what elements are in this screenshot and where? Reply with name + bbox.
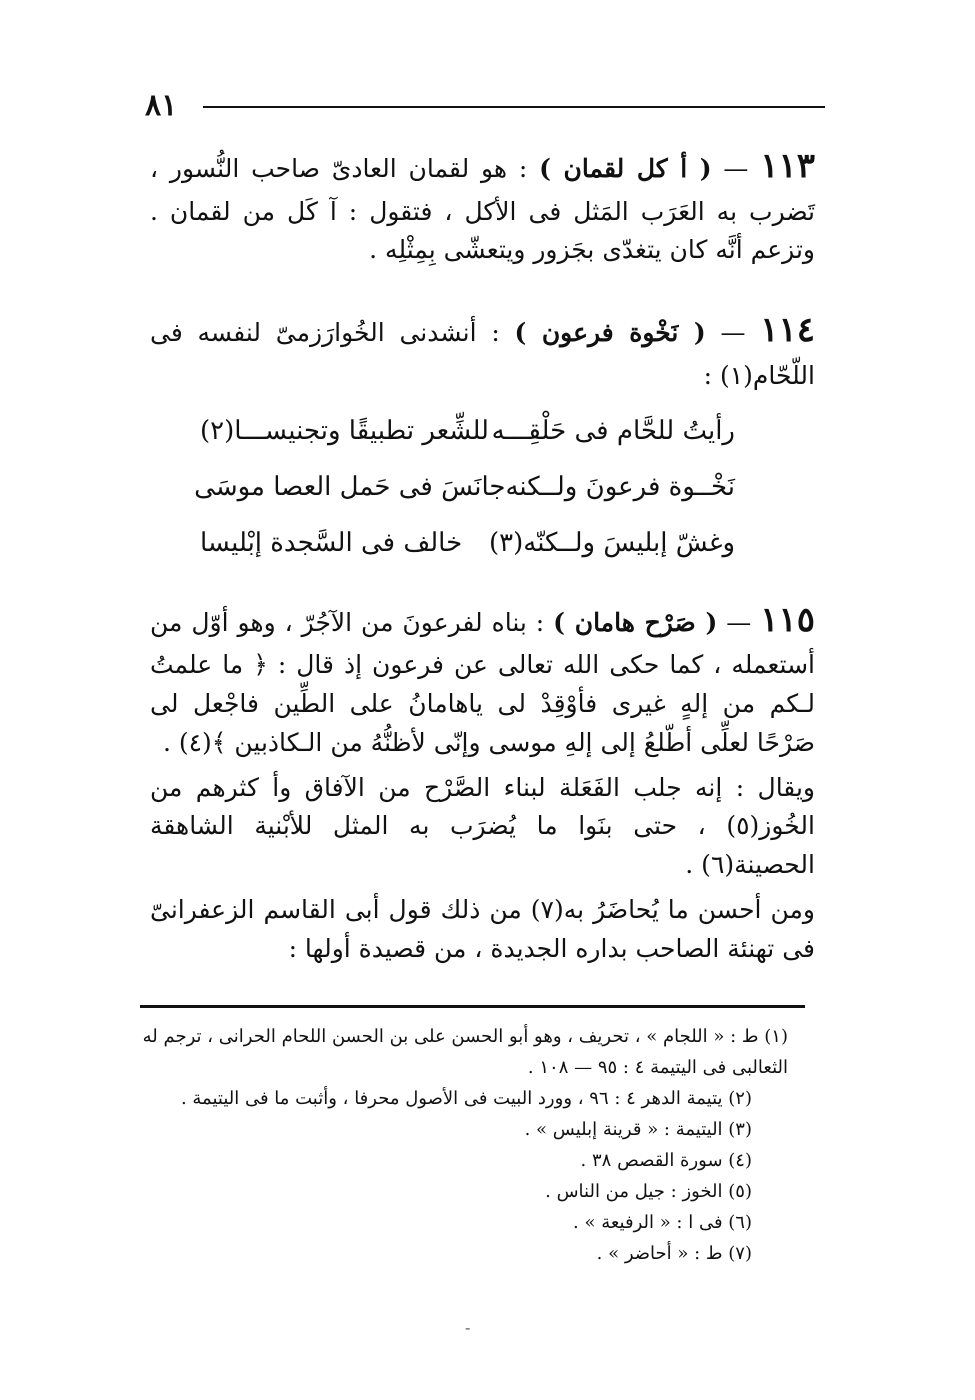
verse-second-hemistich: جانَسَ فى حَمل العصا موسَى <box>194 472 506 503</box>
paragraph: ويقال : إنه جلب الفَعَلة لبناء الصَّرْح من الآفاق وأ كثرهم من الخُوز(٥) ، حتى بنَوا ما يُضرَب به المثل للأبْنية الشاهقة الحصينة(٦) . <box>150 772 815 880</box>
verse-first-hemistich: وغشّ إبليسَ ولــكنّه(٣) <box>488 528 735 559</box>
paragraph: ومن أحسن ما يُحاضَرُ به(٧) من ذلك قول أبى القاسم الزعفرانىّ فى تهنئة الصاحب بداره الجديدة ، من قصيدة أولها : <box>150 894 815 963</box>
verse-first-hemistich: رأيتُ للحَّام فى حَلْقِـــه <box>491 416 735 447</box>
entry-text: : هو لقمان العادىّ صاحب النُّسور ، تَضرب به العَرَب المَثل فى الأكل ، فتقول : آ كَل من لقمان . وتزعم أنَّه كان يتغدّى بجَزور ويتعشّى بِمِثْلِه . <box>150 154 815 265</box>
entry-number: ١١٤ <box>760 310 815 351</box>
footnote-1: (١) ط : « اللجام » ، تحريف ، وهو أبو الحسن على بن الحسن اللحام الحرانى ، ترجم له الثعالبى فى اليتيمة ٤ : ٩٥ — ١٠٨ . <box>142 1026 788 1078</box>
entry-dash: — <box>723 154 749 183</box>
verse-first-hemistich: نَخْــوة فرعونَ ولــكنه <box>505 472 735 503</box>
entry-title: ( أ كل لقمان ) <box>539 154 712 183</box>
entry-number: ١١٣ <box>760 146 815 186</box>
entry-text: : بناه لفرعونَ من الآجُرّ ، وهو أوّل من أستعمله ، كما حكى الله تعالى عن فرعون إذ قال : ﴿ ما علمتُ لـكم من إلهٍ غيرى فأوْقِدْ لى ياهامانُ على الطِّين فاجْعل لى صَرْحًا لعلِّى أطّلعُ إلى إلهِ موسى وإنّى لأظنُّهُ من الـكاذبين ﴾(٤) . <box>150 607 815 757</box>
footnotes <box>140 1022 800 1270</box>
poem <box>150 404 815 572</box>
entry-text: : أنشدنى الخُوارَزمىّ لنفسه فى اللّحّام(١) : <box>150 318 815 390</box>
entry-113 <box>150 140 815 270</box>
verse-line <box>200 404 735 460</box>
entry-title: ( صَرْح هامان ) <box>553 607 718 637</box>
entry-title: ( نَخْوة فرعون ) <box>514 318 706 348</box>
entry-number: ١١٥ <box>760 599 815 640</box>
main-text <box>150 140 815 974</box>
page-header <box>145 88 825 128</box>
header-rule <box>203 106 825 108</box>
stray-mark: - <box>465 1318 471 1337</box>
entry-dash: — <box>720 318 746 348</box>
footnote-3: (٣) اليتيمة : « قرينة إبليس » . <box>524 1118 752 1140</box>
footnote-4: (٤) سورة القصص ٣٨ . <box>580 1149 752 1171</box>
verse-second-hemistich: خالف فى السَّجدة إبْليسا <box>200 528 463 559</box>
entry-114 <box>150 304 815 395</box>
footnote-2: (٢) يتيمة الدهر ٤ : ٩٦ ، وورد البيت فى الأصول محرفا ، وأثبت ما فى اليتيمة . <box>180 1087 752 1109</box>
footnote-7: (٧) ط : « أحاضر » . <box>596 1242 752 1264</box>
verse-second-hemistich: للشِّعر تطبيقًا وتجنيســـا(٢) <box>200 416 489 447</box>
footnote-6: (٦) فى ا : « الرفيعة » . <box>573 1211 752 1233</box>
verse-line <box>194 460 735 516</box>
page-number: ٨١ <box>145 88 178 123</box>
entry-dash: — <box>726 607 752 637</box>
entry-115 <box>150 594 815 763</box>
footnote-rule <box>140 1005 805 1008</box>
verse-line <box>200 516 735 572</box>
footnote-5: (٥) الخوز : جيل من الناس . <box>545 1180 752 1202</box>
